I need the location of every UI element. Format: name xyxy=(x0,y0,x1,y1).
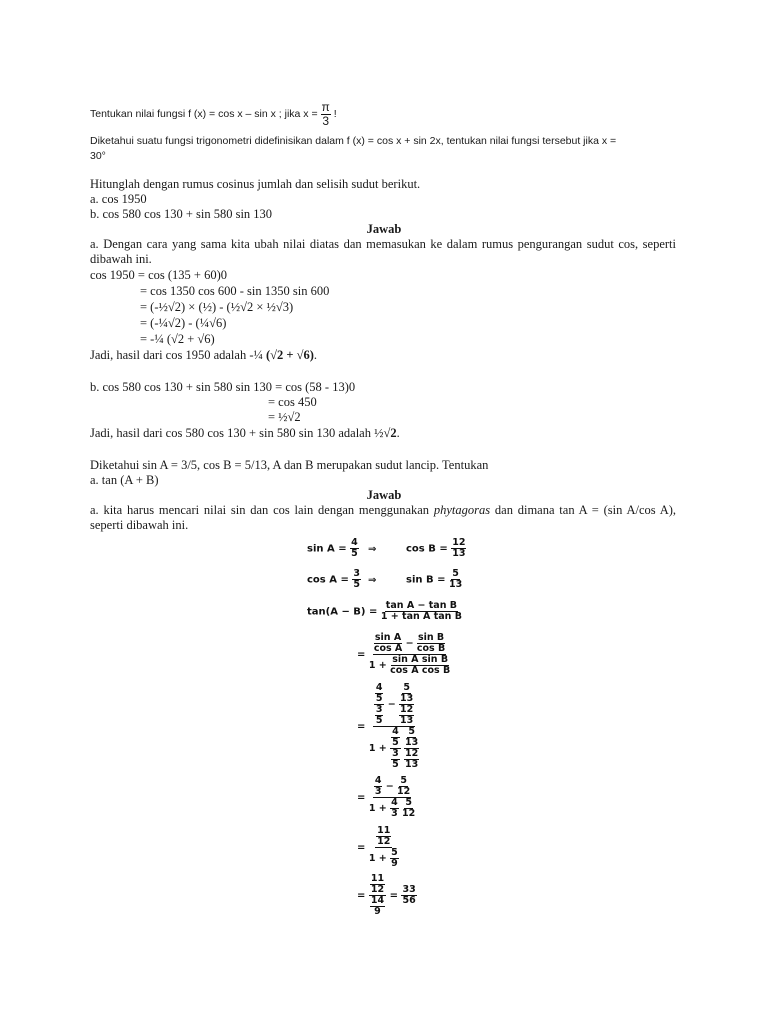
result-b-end: . xyxy=(396,426,400,440)
step-a-1: = cos 1350 cos 600 - sin 1350 sin 600 xyxy=(140,284,330,298)
section-2-intro: Diketahui sin A = 3/5, cos B = 5/13, A dan B merupakan sudut lancip. Tentukan xyxy=(90,458,489,472)
pi-over-3: $\frac{\pi}{3}$ xyxy=(321,100,330,128)
result-a-value: (√2 + √6) xyxy=(266,348,314,362)
section-1-item-b: b. cos 580 cos 130 + sin 580 sin 130 xyxy=(90,207,273,221)
step-a-0: cos 1950 = cos (135 + 60)0 xyxy=(90,268,227,282)
result-a xyxy=(90,348,317,363)
arrow-1: ⇒ xyxy=(368,544,377,555)
problem-1 xyxy=(90,100,337,128)
result-a-prefix: Jadi, hasil dari cos 1950 adalah -¼ xyxy=(90,348,263,362)
problem-1-text: Tentukan nilai fungsi f (x) = cos x – sin x ; jika x = xyxy=(90,108,318,120)
section-2-explain xyxy=(90,503,676,533)
section-2-item-a: a. tan (A + B) xyxy=(90,473,159,487)
step-b-2: = ½√2 xyxy=(268,410,301,424)
result-a-end: . xyxy=(313,348,318,362)
problem-1-end: ! xyxy=(333,108,337,120)
cosB-formula: cos B = $\frac{12}{13}$ xyxy=(406,537,466,559)
step-a-3: = (-¼√2) - (¼√6) xyxy=(140,316,227,330)
section-1-intro: Hitunglah dengan rumus cosinus jumlah dan selisih sudut berikut. xyxy=(90,177,421,191)
sinB-formula: sin B = $\frac{5}{13}$ xyxy=(406,568,463,590)
tan-formula: tan(A − B) = $\frac{\text{tan A − tan B}}{\text{1 + tan A tan B}}$ xyxy=(307,600,462,622)
arrow-2: ⇒ xyxy=(368,575,377,586)
section-2-jawab: Jawab xyxy=(366,488,402,502)
section-2-explain-pre: a. kita harus mencari nilai sin dan cos lain dengan menggunakan xyxy=(90,503,430,517)
section-2-explain-italic: phytagoras xyxy=(433,503,491,517)
result-b-prefix: Jadi, hasil dari cos 580 cos 130 + sin 580 sin 130 adalah ½ xyxy=(90,426,384,440)
problem-2-line-1: Diketahui suatu fungsi trigonometri didefinisikan dalam f (x) = cos x + sin 2x, tentukan nilai fungsi tersebut jika x = xyxy=(90,135,617,147)
section-2-explain-post: dan dimana tan A = (sin A/cos A), seperti dibawah ini. xyxy=(90,503,677,532)
cosA-formula: cos A = $\frac{3}{5}$ xyxy=(307,568,360,590)
step-b-0: b. cos 580 cos 130 + sin 580 sin 130 = cos (58 - 13)0 xyxy=(90,380,356,394)
step-b-1: = cos 450 xyxy=(268,395,317,409)
step-a-4: = -¼ (√2 + √6) xyxy=(140,332,215,346)
problem-2-line-2: 30° xyxy=(90,150,106,162)
step-6-formula: = $\frac{\frac{11}{12}}{\frac{14}{9}}$ = $\frac{33}{56}$ xyxy=(357,873,416,917)
section-1-jawab: Jawab xyxy=(366,222,402,236)
step-a-2: = (-½√2) × (½) - (½√2 × ½√3) xyxy=(140,300,294,314)
step-3-formula: = $\frac{\frac{4}{5}}{\frac{3}{5}}$ − $\frac{\frac{5}{13}}{\frac{12}{13}}$ 1 + $\frac{\frac{4}{5}}{\frac{3}{5}}$ $\frac{\frac{5}{13}}{\frac{12}{13}}$ xyxy=(357,682,419,770)
step-2-formula: = $\frac{\text{sin A}}{\text{cos A}}$ − $\frac{\text{sin B}}{\text{cos B}}$ 1 + $\frac{\text{sin A sin B}}{\text{cos A cos B}}$ xyxy=(357,632,451,676)
section-1-item-a: a. cos 1950 xyxy=(90,192,147,206)
final-result: $\frac{33}{56}$ xyxy=(402,883,416,906)
step-5-formula: = $\frac{11}{12}$ 1 + $\frac{5}{9}$ xyxy=(357,825,398,869)
step-4-formula: = $\frac{4}{3}$ − $\frac{5}{12}$ 1 + $\frac{4}{3}$ $\frac{5}{12}$ xyxy=(357,775,416,819)
section-1-explain: a. Dengan cara yang sama kita ubah nilai diatas dan memasukan ke dalam rumus pengurangan sudut cos, seperti dibawah ini. xyxy=(90,237,676,266)
result-b-value: √2 xyxy=(383,426,397,440)
sinA-formula: sin A = $\frac{4}{5}$ xyxy=(307,537,358,559)
result-b xyxy=(90,426,400,441)
